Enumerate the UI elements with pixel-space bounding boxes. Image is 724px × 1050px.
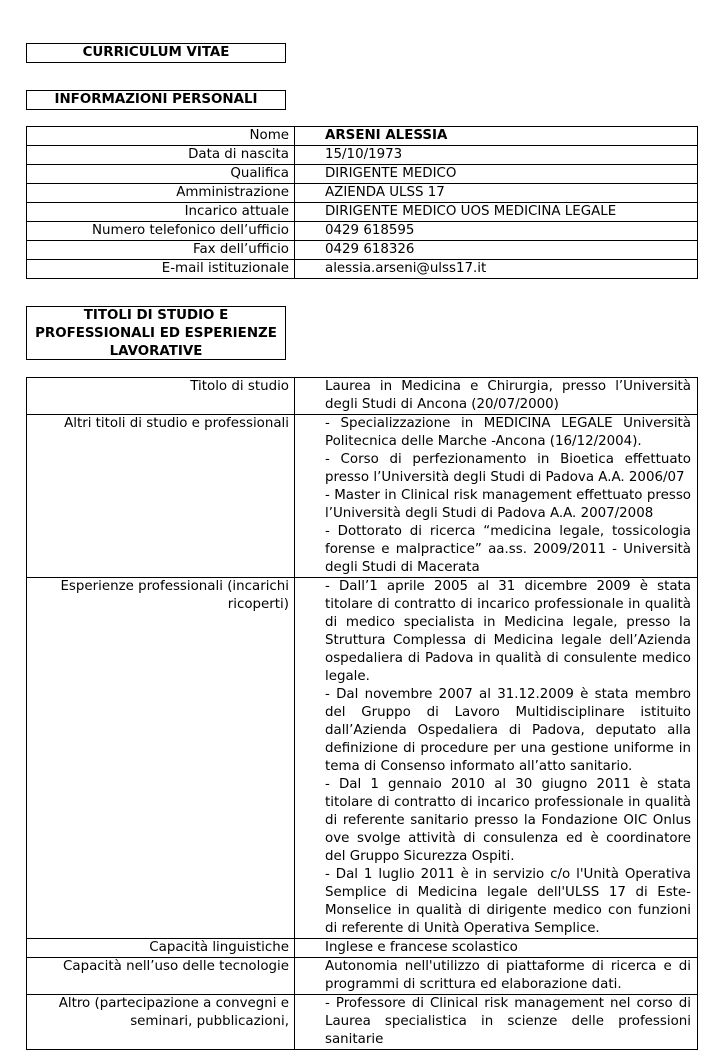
row-value: DIRIGENTE MEDICO UOS MEDICINA LEGALE <box>295 203 698 222</box>
row-value: DIRIGENTE MEDICO <box>295 165 698 184</box>
row-label: Nome <box>27 127 295 146</box>
row-label: Fax dell’ufficio <box>27 241 295 260</box>
row-label: Amministrazione <box>27 184 295 203</box>
list-item: - Specializzazione in MEDICINA LEGALE Università Politecnica delle Marche -Ancona (16/12/2004). <box>325 416 691 449</box>
table-row <box>27 958 698 995</box>
row-label: Capacità nell’uso delle tecnologie <box>27 958 295 995</box>
table-row <box>27 222 698 241</box>
list-item: - Dall’1 aprile 2005 al 31 dicembre 2009 è stata titolare di contratto di incarico professionale in qualità di medico specialista in Medicina legale, presso la Struttura Complessa di Medicina legale dell’Azienda ospedaliera di Padova in qualità di consulente medico legale. <box>325 579 691 684</box>
row-value <box>295 578 698 939</box>
cv-title: CURRICULUM VITAE <box>26 43 286 63</box>
list-item: - Corso di perfezionamento in Bioetica effettuato presso l’Università degli Studi di Padova A.A. 2006/07 <box>325 452 691 485</box>
row-value: 0429 618595 <box>295 222 698 241</box>
list-item: - Master in Clinical risk management effettuato presso l’Università degli Studi di Padova A.A. 2007/2008 <box>325 488 691 521</box>
table-row <box>27 146 698 165</box>
list-item: - Dottorato di ricerca “medicina legale, tossicologia forense e malpractice” aa.ss. 2009/2011 - Università degli Studi di Macerata <box>325 524 691 575</box>
table-row <box>27 578 698 939</box>
table-row <box>27 378 698 415</box>
table-row <box>27 184 698 203</box>
row-label: Esperienze professionali (incarichi ricoperti) <box>27 578 295 939</box>
row-value: 0429 618326 <box>295 241 698 260</box>
row-value: 15/10/1973 <box>295 146 698 165</box>
row-label: Titolo di studio <box>27 378 295 415</box>
row-label: Qualifica <box>27 165 295 184</box>
row-value: Inglese e francese scolastico <box>295 939 698 958</box>
table-row <box>27 415 698 578</box>
studies-table <box>26 377 698 1050</box>
row-value: AZIENDA ULSS 17 <box>295 184 698 203</box>
row-label: Altri titoli di studio e professionali <box>27 415 295 578</box>
personal-info-header: INFORMAZIONI PERSONALI <box>26 90 286 110</box>
row-label: E-mail istituzionale <box>27 260 295 279</box>
row-value: alessia.arseni@ulss17.it <box>295 260 698 279</box>
row-value: ARSENI ALESSIA <box>295 127 698 146</box>
table-row <box>27 241 698 260</box>
row-label: Altro (partecipazione a convegni e seminari, pubblicazioni, <box>27 995 295 1050</box>
studies-header: TITOLI DI STUDIO E PROFESSIONALI ED ESPERIENZE LAVORATIVE <box>26 306 286 360</box>
list-item: - Dal 1 luglio 2011 è in servizio c/o l'Unità Operativa Semplice di Medicina legale dell'ULSS 17 di Este-Monselice in qualità di dirigente medico con funzioni di referente di Unità Operativa Semplice. <box>325 867 691 936</box>
row-label: Data di nascita <box>27 146 295 165</box>
row-value: Autonomia nell'utilizzo di piattaforme di ricerca e di programmi di scrittura ed elaborazione dati. <box>295 958 698 995</box>
row-label: Numero telefonico dell’ufficio <box>27 222 295 241</box>
list-item: - Dal novembre 2007 al 31.12.2009 è stata membro del Gruppo di Lavoro Multidisciplinare istituito dall’Azienda Ospedaliera di Padova, deputato alla definizione di procedure per una gestione uniforme in tema di Consenso informato all’atto sanitario. <box>325 687 691 774</box>
row-value <box>295 415 698 578</box>
list-item: - Dal 1 gennaio 2010 al 30 giugno 2011 è stata titolare di contratto di incarico professionale in qualità di referente sanitario presso la Fondazione OIC Onlus ove svolge attività di consulenza ed è coordinatore del Gruppo Sicurezza Ospiti. <box>325 777 691 864</box>
table-row <box>27 127 698 146</box>
table-row <box>27 165 698 184</box>
table-row <box>27 203 698 222</box>
row-label: Capacità linguistiche <box>27 939 295 958</box>
table-row <box>27 939 698 958</box>
table-row <box>27 995 698 1050</box>
table-row <box>27 260 698 279</box>
row-value: Laurea in Medicina e Chirurgia, presso l’Università degli Studi di Ancona (20/07/2000) <box>295 378 698 415</box>
personal-info-table <box>26 126 698 279</box>
row-label: Incarico attuale <box>27 203 295 222</box>
row-value: - Professore di Clinical risk management nel corso di Laurea specialistica in scienze delle professioni sanitarie <box>295 995 698 1050</box>
